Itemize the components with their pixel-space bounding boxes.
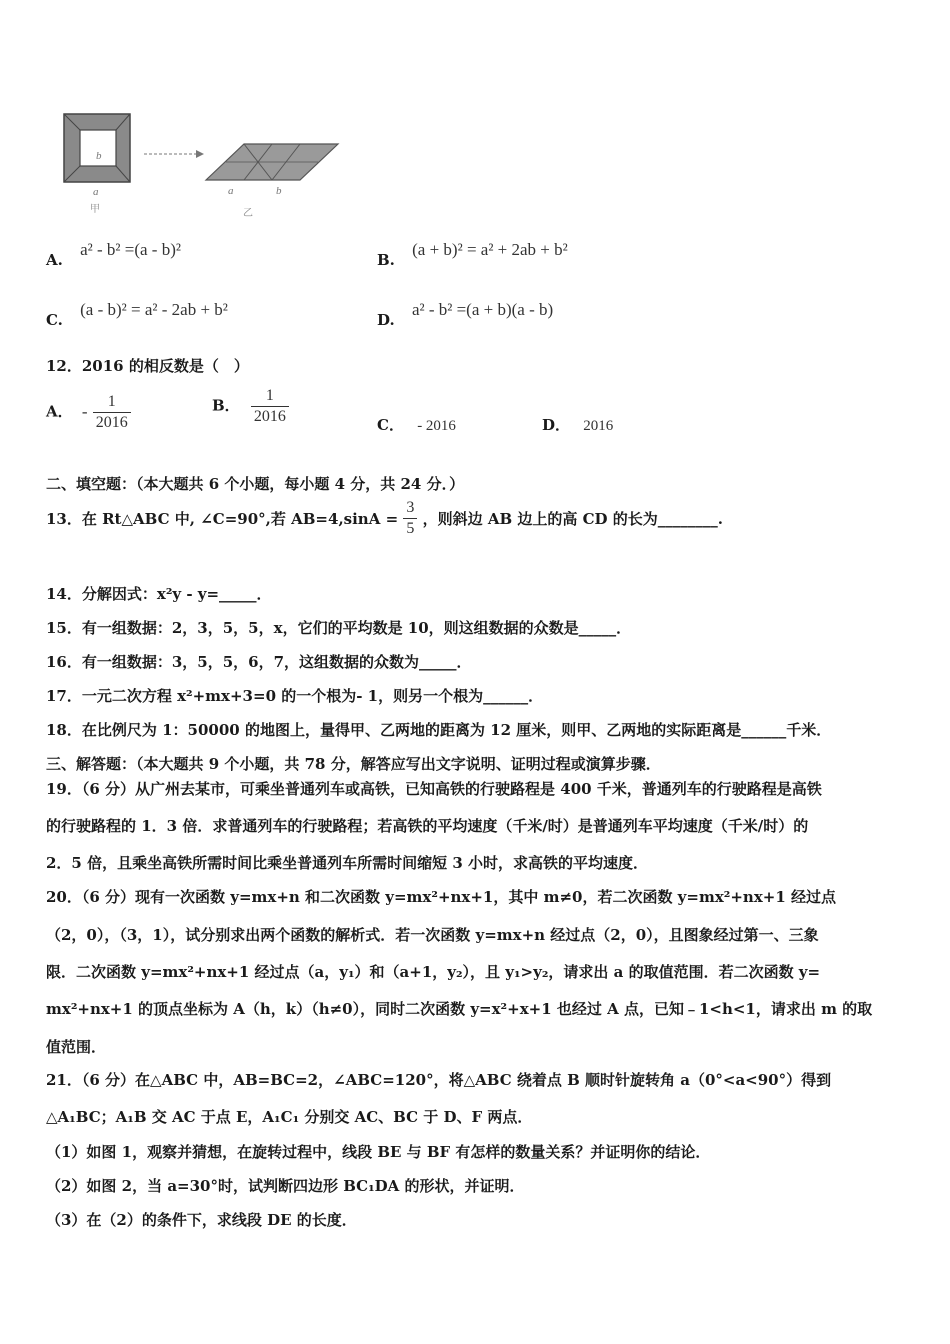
question-18: 18．在比例尺为 1：50000 的地图上，量得甲、乙两地的距离为 12 厘米，则甲、乙两地的实际距离是______千米． bbox=[46, 721, 832, 739]
q13-stem-end: ，则斜边 AB 边上的高 CD 的长为________. bbox=[422, 510, 723, 528]
option-d[interactable] bbox=[377, 300, 554, 329]
question-21-line: 21．（6 分）在△ABC 中，AB=BC=2，∠ABC=120°，将△ABC 绕着点 B 顺时针旋转角 a（0°<a<90°）得到 bbox=[46, 1071, 832, 1089]
option-formula: a² - b² =(a + b)(a - b) bbox=[411, 300, 554, 319]
figure-label-b: b bbox=[96, 150, 102, 162]
option-formula: (a - b)² = a² - 2ab + b² bbox=[80, 300, 228, 319]
option-formula: a² - b² =(a - b)² bbox=[80, 240, 181, 259]
question-16: 16．有一组数据：3，5，5，6，7，这组数据的众数为_____． bbox=[46, 653, 472, 671]
numerator: 1 bbox=[107, 393, 116, 410]
option-letter: D． bbox=[542, 416, 571, 434]
figure-label-a-right: a bbox=[228, 185, 234, 197]
question-21-line: △A₁BC；A₁B 交 AC 于点 E，A₁C₁ 分别交 AC、BC 于 D、F 两点． bbox=[46, 1108, 533, 1126]
figure-label-a-left: a bbox=[93, 186, 99, 198]
option-c[interactable] bbox=[46, 300, 228, 329]
frame-square-figure bbox=[64, 114, 130, 182]
minus-sign: - bbox=[81, 401, 88, 421]
question-17: 17．一元二次方程 x²+mx+3=0 的一个根为- 1，则另一个根为______． bbox=[46, 687, 544, 705]
q12-option-d[interactable] bbox=[542, 414, 613, 435]
question-20-line: 20．（6 分）现有一次函数 y=mx+n 和二次函数 y=mx²+nx+1，其中 m≠0，若二次函数 y=mx²+nx+1 经过点 bbox=[46, 888, 837, 906]
option-letter: C. bbox=[46, 311, 63, 329]
question-13 bbox=[46, 498, 723, 539]
option-letter: D. bbox=[377, 311, 395, 329]
question-19-line: 2．5 倍，且乘坐高铁所需时间比乘坐普通列车所需时间缩短 3 小时，求高铁的平均速度． bbox=[46, 854, 648, 872]
option-formula: (a + b)² = a² + 2ab + b² bbox=[412, 240, 568, 259]
denominator: 5 bbox=[403, 518, 417, 539]
question-21-part: （3）在（2）的条件下，求线段 DE 的长度． bbox=[46, 1211, 357, 1229]
option-value: - 2016 bbox=[417, 418, 456, 434]
question-20-line: （2，0），（3，1），试分别求出两个函数的解析式．若一次函数 y=mx+n 经过点（2，0），且图象经过第一、三象 bbox=[46, 926, 819, 944]
figure-caption-left: 甲 bbox=[90, 204, 100, 215]
geometry-figure bbox=[60, 110, 350, 220]
option-a[interactable] bbox=[46, 240, 181, 269]
q12-option-a[interactable] bbox=[46, 392, 131, 433]
arrow-icon bbox=[144, 150, 204, 158]
question-21-part: （2）如图 2，当 a=30°时，试判断四边形 BC₁DA 的形状，并证明． bbox=[46, 1177, 525, 1195]
option-value: 2016 bbox=[583, 418, 614, 434]
q12-option-c[interactable] bbox=[377, 414, 456, 435]
question-15: 15．有一组数据：2，3，5，5，x，它们的平均数是 10，则这组数据的众数是_____． bbox=[46, 619, 632, 637]
question-19-line: 19．（6 分）从广州去某市，可乘坐普通列车或高铁，已知高铁的行驶路程是 400 千米，普通列车的行驶路程是高铁 bbox=[46, 780, 822, 798]
option-letter: A． bbox=[46, 402, 73, 421]
figure-label-b-right: b bbox=[276, 185, 282, 197]
denominator: 2016 bbox=[251, 406, 289, 427]
option-letter: C． bbox=[377, 416, 404, 434]
option-letter: A. bbox=[46, 251, 63, 269]
question-19-line: 的行驶路程的 1．3 倍．求普通列车的行驶路程；若高铁的平均速度（千米/时）是普通列车平均速度（千米/时）的 bbox=[46, 817, 809, 835]
option-letter: B． bbox=[212, 396, 240, 415]
denominator: 2016 bbox=[93, 412, 131, 433]
section-heading-fill-in: 二、填空题：（本大题共 6 个小题，每小题 4 分，共 24 分．） bbox=[46, 475, 465, 493]
question-12: 12．2016 的相反数是（ ） bbox=[46, 357, 249, 375]
numerator: 3 bbox=[406, 499, 415, 516]
option-letter: B. bbox=[377, 251, 395, 269]
question-21-part: （1）如图 1，观察并猜想，在旋转过程中，线段 BE 与 BF 有怎样的数量关系？并证明你的结论． bbox=[46, 1143, 711, 1161]
numerator: 1 bbox=[265, 387, 274, 404]
q12-option-b[interactable] bbox=[212, 386, 289, 427]
fraction bbox=[251, 386, 289, 427]
q13-stem-start: 13．在 Rt△ABC 中, ∠C=90°,若 AB=4,sinA = bbox=[46, 510, 399, 528]
option-b[interactable] bbox=[377, 240, 568, 269]
question-20-line: mx²+nx+1 的顶点坐标为 A（h，k）（h≠0），同时二次函数 y=x²+x+1 也经过 A 点，已知﹣1<h<1，请求出 m 的取 bbox=[46, 1000, 873, 1018]
section-heading-solutions: 三、解答题：（本大题共 9 个小题，共 78 分，解答应写出文字说明、证明过程或演算步骤． bbox=[46, 755, 661, 773]
question-20-line: 值范围． bbox=[46, 1038, 107, 1056]
fraction bbox=[93, 392, 131, 433]
figure-caption-right: 乙 bbox=[243, 208, 253, 219]
parallelogram-figure bbox=[206, 144, 338, 180]
question-20-line: 限．二次函数 y=mx²+nx+1 经过点（a，y₁）和（a+1，y₂），且 y₁>y₂，请求出 a 的取值范围．若二次函数 y= bbox=[46, 963, 821, 981]
question-14: 14．分解因式：x²y - y=_____． bbox=[46, 585, 272, 603]
fraction-three-fifths bbox=[403, 498, 417, 539]
